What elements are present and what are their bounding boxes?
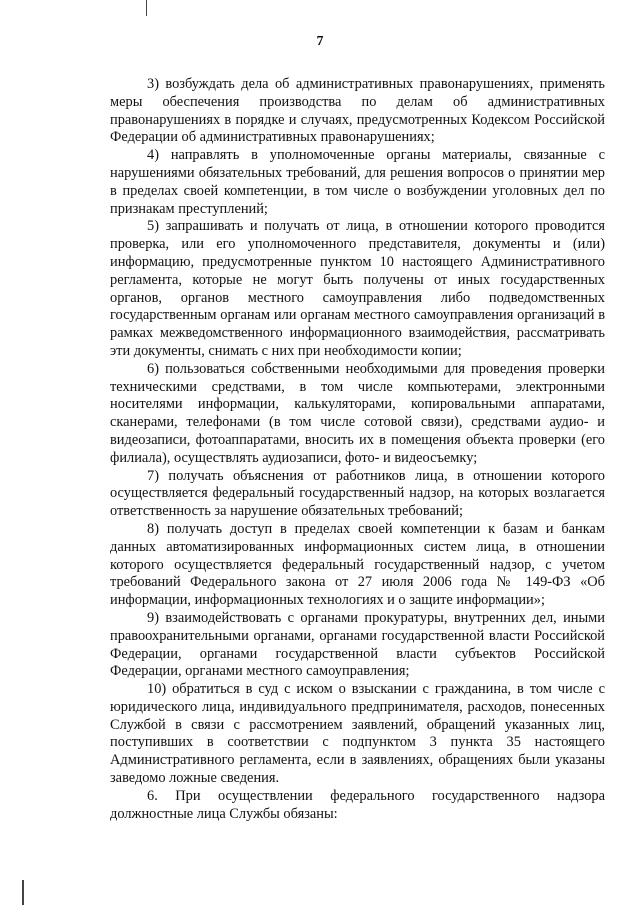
paragraph-item-10: 10) обратиться в суд с иском о взыскании с гражданина, в том числе с юридического лица, индивидуального предпринимателя, расходов, понесенных Службой в связи с рассмотрением заявлений, обращений указанных лиц, поступивших в соответствии с подпунктом 3 пункта 35 настоящего Административного регламента, если в заявлениях, обращениях были указаны заведомо ложные сведения. [110, 681, 605, 787]
scan-artifact-top [146, 0, 147, 16]
paragraph-item-3: 3) возбуждать дела об административных правонарушениях, применять меры обеспечения производства по делам об административных правонарушениях в порядке и случаях, предусмотренных Кодексом Российской Федерации об административных правонарушениях; [110, 76, 605, 146]
scan-artifact-left [22, 880, 24, 905]
paragraph-item-4: 4) направлять в уполномоченные органы материалы, связанные с нарушениями обязательных требований, для решения вопросов о принятии мер в пределах своей компетенции, в том числе о возбуждении уголовных дел по признакам преступлений; [110, 147, 605, 217]
paragraph-item-9: 9) взаимодействовать с органами прокуратуры, внутренних дел, иными правоохранительными органами, органами государственной власти Российской Федерации, органами государственной власти субъектов Российской Федерации, органами местного самоуправления; [110, 609, 605, 680]
paragraph-item-7: 7) получать объяснения от работников лица, в отношении которого осуществляется федеральный государственный надзор, на которых возлагается ответственность за нарушение обязательных требований; [110, 467, 605, 520]
paragraph-item-5: 5) запрашивать и получать от лица, в отношении которого проводится проверка, или его уполномоченного представителя, документы и (или) информацию, предусмотренные пунктом 10 настоящего Административного регламента, которые не могут быть получены от иных государственных органов, органов местного самоуправления либо подведомственных государственным органам или органам местного самоуправления организаций в рамках межведомственного информационного взаимодействия, рассматривать эти документы, снимать с них при необходимости копии; [110, 218, 605, 359]
paragraph-item-6: 6) пользоваться собственными необходимыми для проведения проверки техническими средствами, в том числе компьютерами, электронными носителями информации, калькуляторами, копировальными аппаратами, сканерами, телефонами (в том числе сотовой связи), средствами аудио- и видеозаписи, фотоаппаратами, вносить их в помещения объекта проверки (его филиала), осуществлять аудиозаписи, фото- и видеосъемку; [110, 360, 605, 466]
page-number: 7 [316, 34, 324, 49]
document-body [110, 76, 605, 823]
paragraph-section-6: 6. При осуществлении федерального государственного надзора должностные лица Службы обязаны: [110, 787, 605, 822]
paragraph-item-8: 8) получать доступ в пределах своей компетенции к базам и банкам данных автоматизированных информационных систем лица, в отношении которого осуществляется федеральный государственный надзор, с учетом требований Федерального закона от 27 июля 2006 года № 149-ФЗ «Об информации, информационных технологиях и о защите информации»; [110, 520, 605, 609]
